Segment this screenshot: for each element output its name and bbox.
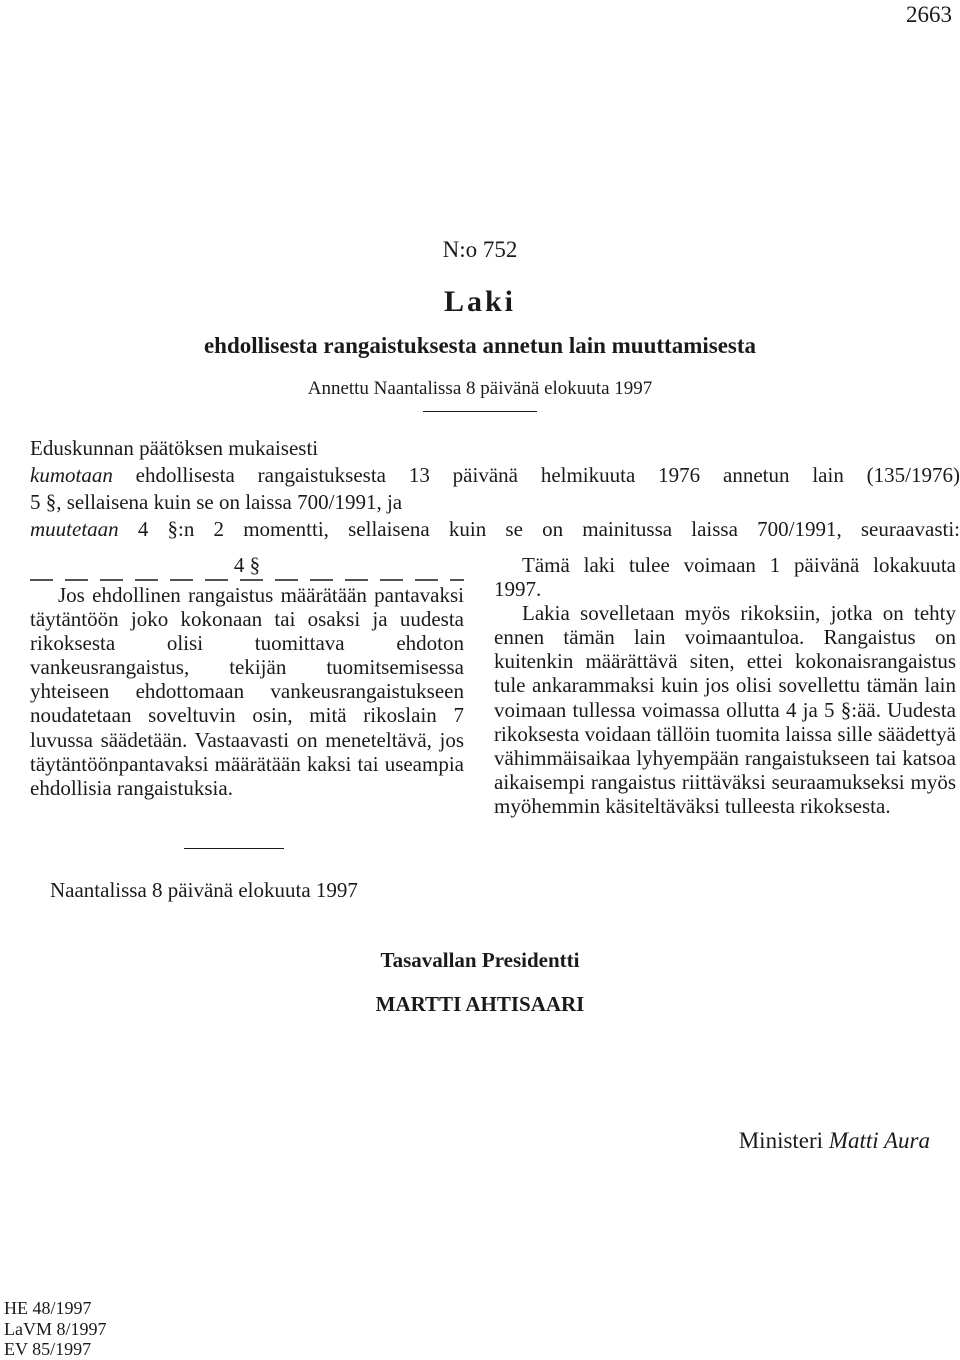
entry-paragraph-2: Lakia sovelletaan myös rikoksiin, jotka on tehty ennen tämän lain voimaantuloa. Rangaistus on kuitenkin määrättävä siten, ettei kokonaisrangaistus tule ankarammaksi kuin jos olisi sovellettu tämän lain voimaan tullessa voimassa ollutta 4 ja 5 §:ää. Uudesta rikoksesta voidaan tällöin tuomita laissa sille säädettyä vähimmäisaikaa lyhyempään rangaistukseen tai katsoa aikaisempi rangaistus riittäväksi seuraamukseksi myös myöhemmin käsiteltäväksi tulleesta rikoksesta. [494, 601, 956, 818]
amend-keyword: muutetaan [30, 517, 119, 541]
legislative-references [4, 1298, 107, 1360]
law-type-heading: Laki [443, 285, 517, 318]
section-end-divider [184, 848, 284, 849]
signing-place-date: Naantalissa 8 päivänä elokuuta 1997 [50, 878, 358, 902]
president-name: MARTTI AHTISAARI [375, 992, 585, 1016]
preamble-line-4 [30, 516, 960, 543]
header-divider [423, 411, 537, 412]
section-heading: 4 § [233, 553, 261, 577]
preamble-line-2-text: ehdollisesta rangaistuksesta 13 päivänä helmikuuta 1976 annetun lain (135/1976) [112, 463, 960, 487]
omission-dashes [30, 579, 464, 581]
president-title: Tasavallan Presidentti [380, 948, 580, 972]
repeal-keyword: kumotaan [30, 463, 113, 487]
page-number: 2663 [906, 2, 952, 27]
law-title: ehdollisesta rangaistuksesta annetun lain muuttamisesta [203, 333, 757, 358]
reference-he: HE 48/1997 [4, 1298, 92, 1318]
entry-paragraph-1: Tämä laki tulee voimaan 1 päivänä lokakuuta 1997. [494, 553, 956, 602]
preamble-line-4-text: 4 §:n 2 momentti, sellaisena kuin se on mainitussa laissa 700/1991, seuraavasti: [118, 517, 960, 541]
entry-into-force [494, 553, 956, 818]
preamble [30, 435, 960, 543]
minister-title: Ministeri [738, 1128, 824, 1153]
reference-ev: EV 85/1997 [4, 1339, 92, 1359]
minister-name: Matti Aura [828, 1128, 930, 1153]
reference-lavm: LaVM 8/1997 [4, 1318, 107, 1339]
minister-signature [739, 1128, 930, 1154]
section-body [30, 583, 464, 800]
law-number: N:o 752 [442, 237, 518, 262]
section-paragraph: Jos ehdollinen rangaistus määrätään pantavaksi täytäntöön joko kokonaan tai osaksi ja uudesta rikoksesta olisi tuomittava ehdoton vankeusrangaistus, tekijän tuomitsemisessa yhteiseen ehdottomaan vankeusrangaistukseen noudatetaan soveltuvin osin, mitä rikoslain 7 luvussa säädetään. Vastaavasti on meneteltävä, jos täytäntöönpantavaksi määrätään kaksi tai useampia ehdollisia rangaistuksia. [30, 583, 464, 800]
preamble-line-2 [30, 462, 960, 489]
preamble-line-1: Eduskunnan päätöksen mukaisesti [30, 436, 319, 460]
preamble-line-3: 5 §, sellaisena kuin se on laissa 700/1991, ja [30, 490, 403, 514]
given-date-line: Annettu Naantalissa 8 päivänä elokuuta 1997 [307, 378, 653, 399]
